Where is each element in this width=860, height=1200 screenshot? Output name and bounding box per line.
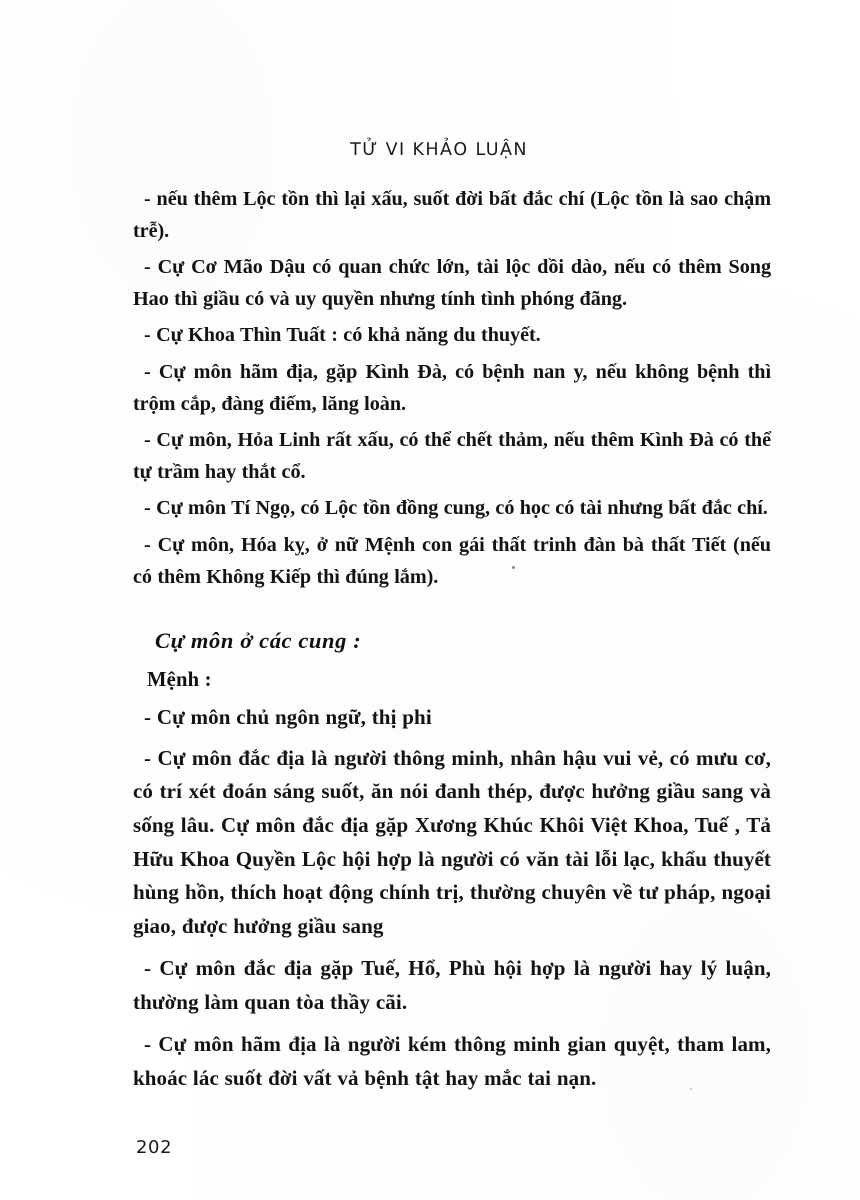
running-head: TỬ VI KHẢO LUẬN (350, 140, 528, 160)
page-content (133, 140, 771, 1105)
body-paragraph: - Cự môn hãm địa, gặp Kình Đà, có bệnh nan y, nếu không bệnh thì trộm cắp, đàng điếm, lăng loàn. (133, 360, 771, 415)
paragraph-group-bottom (133, 701, 771, 1096)
body-paragraph: - Cự môn, Hóa kỵ, ở nữ Mệnh con gái thất trinh đàn bà thất Tiết (nếu có thêm Không Kiếp thì đúng lắm). (133, 533, 771, 588)
body-paragraph: - Cự môn, Hỏa Linh rất xấu, có thể chết thảm, nếu thêm Kình Đà có thể tự trầm hay thắt cổ. (133, 429, 771, 483)
body-paragraph: - Cự Khoa Thìn Tuất : có khả năng du thuyết. (144, 324, 541, 347)
body-paragraph: - Cự môn đắc địa là người thông minh, nhân hậu vui vẻ, có mưu cơ, có trí xét đoán sáng suốt, ăn nói đanh thép, được hưởng giầu sang và sống lâu. Cự môn đắc địa gặp Xương Khúc Khôi Việt Khoa, Tuế , Tả Hữu Khoa Quyền Lộc hội hợp là người có văn tài lỗi lạc, khẩu thuyết hùng hồn, thích hoạt động chính trị, thường chuyên về tư pháp, ngoại giao, được hưởng giầu sang (133, 745, 771, 938)
page-number: 202 (136, 1137, 173, 1158)
section-heading: Cự môn ở các cung : (155, 628, 362, 654)
body-paragraph: - nếu thêm Lộc tồn thì lại xấu, suốt đời bất đắc chí (Lộc tồn là sao chậm trễ). (133, 188, 771, 242)
body-paragraph: - Cự Cơ Mão Dậu có quan chức lớn, tài lộc dồi dào, nếu có thêm Song Hao thì giầu có và uy quyền nhưng tính tình phóng đãng. (133, 256, 771, 310)
paragraph-group-top (133, 184, 771, 593)
body-paragraph: - Cự môn Tí Ngọ, có Lộc tồn đồng cung, có học có tài nhưng bất đắc chí. (144, 497, 768, 520)
body-paragraph: - Cự môn hãm địa là người kém thông minh gian quyệt, tham lam, khoác lác suốt đời vất vả bệnh tật hay mắc tai nạn. (133, 1032, 771, 1091)
sub-heading: Mệnh : (147, 669, 212, 692)
body-paragraph: - Cự môn chủ ngôn ngữ, thị phi (144, 705, 432, 730)
body-paragraph: - Cự môn đắc địa gặp Tuế, Hổ, Phù hội hợp là người hay lý luận, thường làm quan tòa thầy cãi. (133, 956, 771, 1014)
